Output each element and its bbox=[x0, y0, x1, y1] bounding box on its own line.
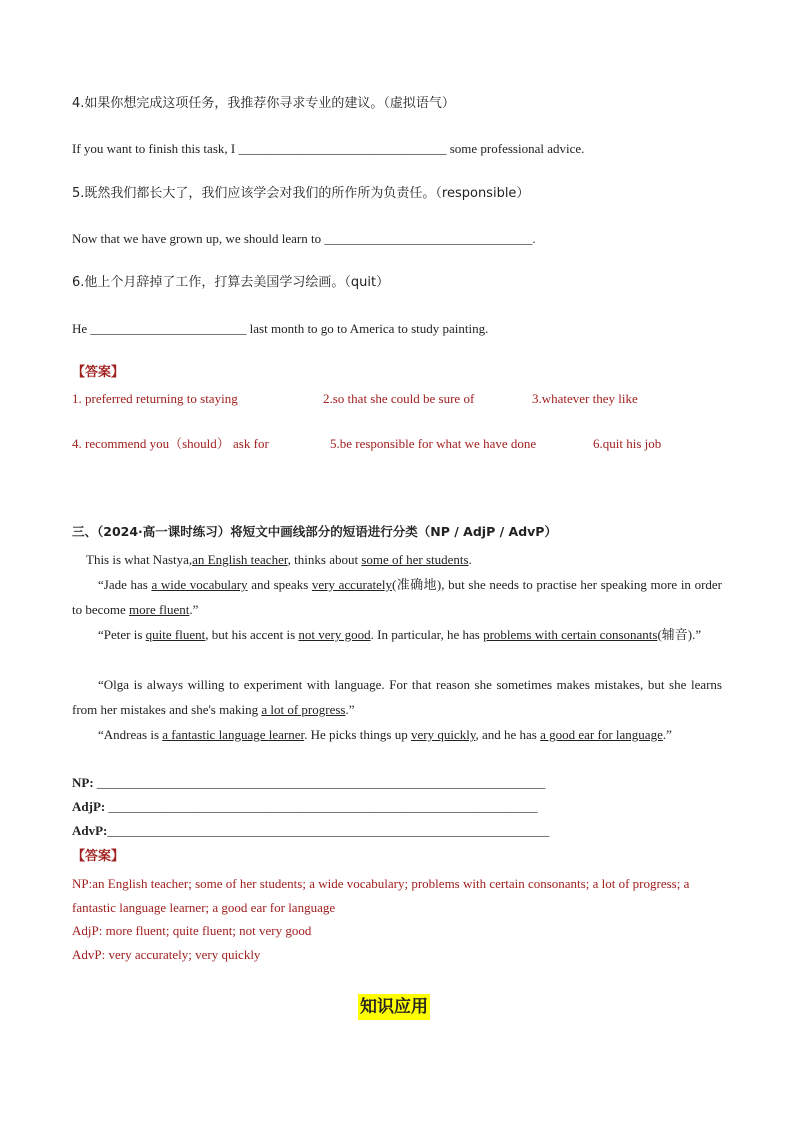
section-3-heading: 三、（2024·高一课时练习）将短文中画线部分的短语进行分类（NP / AdjP / AdvP） bbox=[72, 524, 557, 539]
underlined-phrase: very accurately bbox=[311, 577, 393, 592]
underlined-phrase: an English teacher bbox=[192, 552, 288, 567]
passage-paragraph-1: This is what Nastya,an English teacher, thinks about some of her students. bbox=[86, 552, 472, 567]
advp-fill-line bbox=[72, 822, 549, 840]
np-fill-line bbox=[72, 774, 545, 792]
answer-advp: AdvP: very accurately; very quickly bbox=[72, 947, 261, 962]
answer-label-1: 【答案】 bbox=[72, 365, 125, 380]
question-5-prompt: 5.既然我们都长大了，我们应该学会对我们的所作所为负责任。（responsible） bbox=[72, 186, 530, 201]
np-blank[interactable]: _____________________________________________________________________ bbox=[96, 775, 546, 790]
advp-blank[interactable]: ____________________________________________________________________ bbox=[107, 823, 550, 838]
q4-after: some professional advice. bbox=[446, 141, 585, 156]
underlined-phrase: very quickly bbox=[411, 727, 476, 742]
adjp-fill-line bbox=[72, 798, 537, 816]
passage-paragraph-4: “Olga is always willing to experiment with language. For that reason she sometimes makes mistakes, but she learns from her mistakes and she's making a lot of progress.” bbox=[72, 677, 722, 717]
q5-after: . bbox=[532, 231, 536, 246]
adjp-label: AdjP: bbox=[72, 799, 109, 814]
q6-before: He bbox=[72, 321, 91, 336]
question-5-sentence bbox=[72, 230, 536, 248]
answer-item-6: 6.quit his job bbox=[593, 436, 662, 451]
answer-item-2: 2.so that she could be sure of bbox=[323, 391, 475, 406]
underlined-phrase: problems with certain consonants bbox=[483, 627, 658, 642]
underlined-phrase: a good ear for language bbox=[540, 727, 663, 742]
underlined-phrase: a lot of progress bbox=[261, 702, 346, 717]
answer-item-3: 3.whatever they like bbox=[532, 391, 638, 406]
knowledge-application-title: 知识应用 bbox=[358, 994, 430, 1020]
answer-item-1: 1. preferred returning to staying bbox=[72, 391, 238, 406]
q6-blank[interactable]: ________________________ bbox=[90, 321, 247, 336]
question-6-prompt: 6.他上个月辞掉了工作，打算去美国学习绘画。（quit） bbox=[72, 275, 390, 290]
question-4-prompt: 4.如果你想完成这项任务，我推荐你寻求专业的建议。（虚拟语气） bbox=[72, 96, 455, 111]
answer-item-4: 4. recommend you（should） ask for bbox=[72, 436, 269, 451]
adjp-blank[interactable]: __________________________________________________________________ bbox=[108, 799, 538, 814]
answer-item-5: 5.be responsible for what we have done bbox=[330, 436, 537, 451]
question-4-sentence bbox=[72, 140, 584, 158]
question-6-sentence bbox=[72, 320, 488, 338]
underlined-phrase: more fluent bbox=[129, 602, 190, 617]
passage-paragraph-5: “Andreas is a fantastic language learner. He picks things up very quickly, and he has a good ear for language.” bbox=[98, 727, 672, 742]
q5-blank[interactable]: ________________________________ bbox=[324, 231, 533, 246]
passage-paragraph-2: “Jade has a wide vocabulary and speaks very accurately(准确地), but she needs to practise her speaking more in order to become more fluent.” bbox=[72, 577, 722, 617]
q4-blank[interactable]: ________________________________ bbox=[238, 141, 447, 156]
q4-before: If you want to finish this task, I bbox=[72, 141, 239, 156]
answer-np: NP:an English teacher; some of her students; a wide vocabulary; problems with certain consonants; a lot of progress; a fantastic language learner; a good ear for language bbox=[72, 876, 690, 915]
answer-label-2: 【答案】 bbox=[72, 849, 125, 864]
underlined-phrase: quite fluent bbox=[145, 627, 206, 642]
q6-after: last month to go to America to study painting. bbox=[246, 321, 489, 336]
answer-adjp: AdjP: more fluent; quite fluent; not very good bbox=[72, 923, 312, 938]
passage-paragraph-3: “Peter is quite fluent, but his accent is not very good. In particular, he has problems with certain consonants(辅音).” bbox=[98, 627, 702, 642]
np-label: NP: bbox=[72, 775, 97, 790]
underlined-phrase: some of her students bbox=[361, 552, 469, 567]
underlined-phrase: not very good bbox=[298, 627, 371, 642]
advp-label: AdvP: bbox=[72, 823, 108, 838]
underlined-phrase: a wide vocabulary bbox=[151, 577, 248, 592]
q5-before: Now that we have grown up, we should learn to bbox=[72, 231, 325, 246]
underlined-phrase: a fantastic language learner bbox=[162, 727, 305, 742]
